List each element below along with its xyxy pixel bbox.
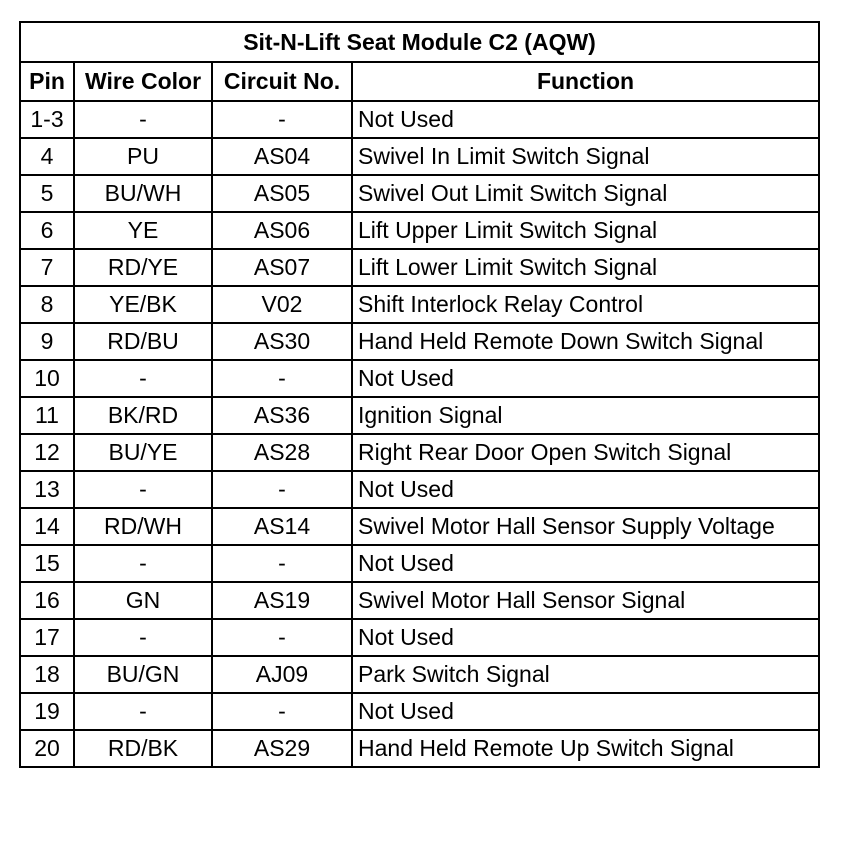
pin-cell: 4 [20,138,74,175]
circuit-number-cell: AJ09 [212,656,352,693]
function-cell: Not Used [352,360,819,397]
table-row [20,434,819,471]
wire-color-cell: - [74,101,212,138]
wire-color-cell: BU/GN [74,656,212,693]
wire-color-cell: - [74,471,212,508]
function-cell: Swivel Motor Hall Sensor Signal [352,582,819,619]
function-cell: Not Used [352,619,819,656]
pin-cell: 7 [20,249,74,286]
wire-color-cell: RD/BK [74,730,212,767]
wire-color-cell: RD/WH [74,508,212,545]
function-cell: Hand Held Remote Down Switch Signal [352,323,819,360]
function-cell: Hand Held Remote Up Switch Signal [352,730,819,767]
table-header-row [20,62,819,101]
table-body [20,101,819,767]
table-row [20,175,819,212]
function-cell: Ignition Signal [352,397,819,434]
pin-cell: 10 [20,360,74,397]
pin-cell: 12 [20,434,74,471]
table-row [20,286,819,323]
table-row [20,212,819,249]
function-cell: Swivel In Limit Switch Signal [352,138,819,175]
circuit-number-cell: - [212,360,352,397]
wire-color-cell: RD/YE [74,249,212,286]
wire-color-cell: BU/YE [74,434,212,471]
header-wire-color: Wire Color [74,62,212,101]
function-cell: Park Switch Signal [352,656,819,693]
header-pin: Pin [20,62,74,101]
table-row [20,582,819,619]
pin-cell: 6 [20,212,74,249]
circuit-number-cell: AS30 [212,323,352,360]
wire-color-cell: RD/BU [74,323,212,360]
wire-color-cell: YE [74,212,212,249]
function-cell: Not Used [352,101,819,138]
pin-cell: 19 [20,693,74,730]
pin-cell: 5 [20,175,74,212]
header-function: Function [352,62,819,101]
pin-cell: 16 [20,582,74,619]
table-row [20,471,819,508]
wire-color-cell: - [74,693,212,730]
circuit-number-cell: AS14 [212,508,352,545]
circuit-number-cell: AS28 [212,434,352,471]
pin-cell: 8 [20,286,74,323]
wire-color-cell: - [74,360,212,397]
pin-cell: 14 [20,508,74,545]
table-title: Sit-N-Lift Seat Module C2 (AQW) [20,22,819,62]
function-cell: Not Used [352,693,819,730]
pin-cell: 13 [20,471,74,508]
function-cell: Not Used [352,545,819,582]
pin-cell: 20 [20,730,74,767]
circuit-number-cell: AS29 [212,730,352,767]
function-cell: Swivel Out Limit Switch Signal [352,175,819,212]
circuit-number-cell: - [212,619,352,656]
function-cell: Lift Lower Limit Switch Signal [352,249,819,286]
circuit-number-cell: AS06 [212,212,352,249]
circuit-number-cell: AS05 [212,175,352,212]
table-row [20,138,819,175]
wire-color-cell: GN [74,582,212,619]
table-row [20,323,819,360]
circuit-number-cell: - [212,693,352,730]
circuit-number-cell: - [212,545,352,582]
pin-cell: 15 [20,545,74,582]
pin-cell: 11 [20,397,74,434]
circuit-number-cell: V02 [212,286,352,323]
table-row [20,397,819,434]
circuit-number-cell: AS36 [212,397,352,434]
wire-color-cell: - [74,545,212,582]
table-row [20,693,819,730]
table-row [20,730,819,767]
circuit-number-cell: AS07 [212,249,352,286]
circuit-number-cell: - [212,101,352,138]
pin-cell: 18 [20,656,74,693]
wire-color-cell: BU/WH [74,175,212,212]
pin-cell: 9 [20,323,74,360]
connector-pinout-table [19,21,820,768]
function-cell: Not Used [352,471,819,508]
function-cell: Swivel Motor Hall Sensor Supply Voltage [352,508,819,545]
function-cell: Right Rear Door Open Switch Signal [352,434,819,471]
table-row [20,508,819,545]
circuit-number-cell: - [212,471,352,508]
circuit-number-cell: AS19 [212,582,352,619]
function-cell: Shift Interlock Relay Control [352,286,819,323]
header-circuit-number: Circuit No. [212,62,352,101]
circuit-number-cell: AS04 [212,138,352,175]
table-row [20,101,819,138]
function-cell: Lift Upper Limit Switch Signal [352,212,819,249]
table-row [20,619,819,656]
wire-color-cell: YE/BK [74,286,212,323]
wire-color-cell: PU [74,138,212,175]
table-row [20,545,819,582]
table-row [20,360,819,397]
table-title-row [20,22,819,62]
pin-cell: 1-3 [20,101,74,138]
pin-cell: 17 [20,619,74,656]
table-row [20,249,819,286]
wire-color-cell: BK/RD [74,397,212,434]
table-row [20,656,819,693]
wire-color-cell: - [74,619,212,656]
